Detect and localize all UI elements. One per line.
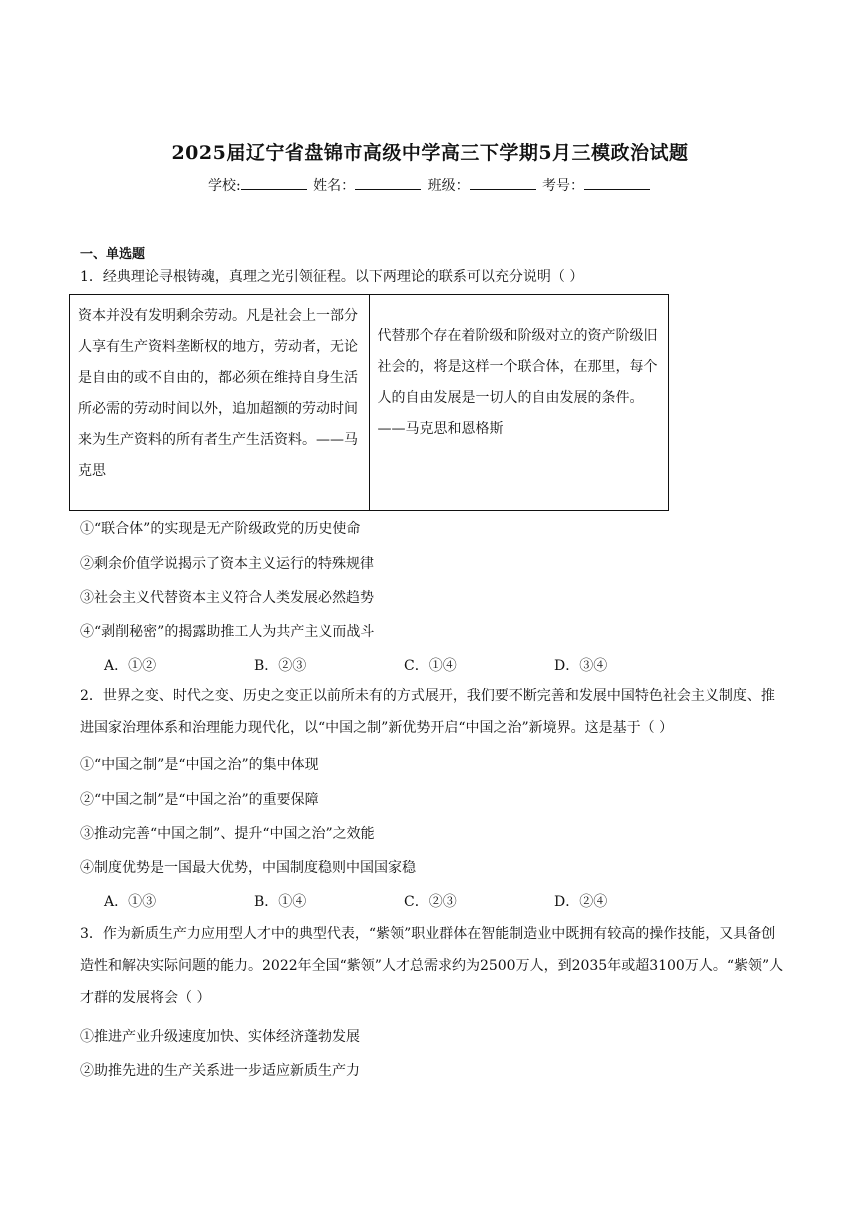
q1-quote-right-source: ——马克思和恩格斯 <box>377 421 504 437</box>
name-blank[interactable] <box>355 177 421 190</box>
q3-option: ①推进产业升级速度加快、实体经济蓬勃发展 <box>80 1029 360 1045</box>
q2-option: ④制度优势是一国最大优势，中国制度稳则中国国家稳 <box>80 860 416 876</box>
q1-choice-b[interactable]: B．②③ <box>254 658 307 674</box>
q3-option: ②助推先进的生产关系进一步适应新质生产力 <box>80 1063 360 1079</box>
class-blank[interactable] <box>470 177 536 190</box>
exam-number-label: 考号： <box>542 178 585 194</box>
q1-quote-right-cell <box>369 295 669 511</box>
q1-choice-c[interactable]: C．①④ <box>404 658 457 674</box>
q2-option: ①“中国之制”是“中国之治”的集中体现 <box>80 757 319 773</box>
q2-stem: 2．世界之变、时代之变、历史之变正以前所未有的方式展开，我们要不断完善和发展中国特色社会主义制度、推进国家治理体系和治理能力现代化，以“中国之制”新优势开启“中国之治”新境界。这是基于（ ） <box>80 688 775 736</box>
q1-choice-d[interactable]: D．③④ <box>554 658 608 674</box>
exam-number-blank[interactable] <box>584 177 650 190</box>
q1-stem: 1．经典理论寻根铸魂，真理之光引领征程。以下两理论的联系可以充分说明（ ） <box>80 269 584 285</box>
q2-choice-a[interactable]: A．①③ <box>104 894 157 910</box>
q2-option: ③推动完善“中国之制”、提升“中国之治”之效能 <box>80 826 375 842</box>
school-label: 学校: <box>207 178 241 194</box>
q1-option: ①“联合体”的实现是无产阶级政党的历史使命 <box>80 521 361 537</box>
q1-choices <box>104 655 704 675</box>
student-info-line <box>0 175 860 195</box>
q1-option: ④“剥削秘密”的揭露助推工人为共产主义而战斗 <box>80 624 375 640</box>
q2-choice-b[interactable]: B．①④ <box>254 894 307 910</box>
q1-option: ②剩余价值学说揭示了资本主义运行的特殊规律 <box>80 556 374 572</box>
school-blank[interactable] <box>241 177 307 190</box>
q1-option: ③社会主义代替资本主义符合人类发展必然趋势 <box>80 590 374 606</box>
q3-stem: 3．作为新质生产力应用型人才中的典型代表，“紫领”职业群体在智能制造业中既拥有较高的操作技能，又具备创造性和解决实际问题的能力。2022年全国“紫领”人才总需求约为2500万人，到2035年或超3100万人。“紫领”人才群的发展将会（ ） <box>80 926 784 1006</box>
q1-quote-left: 资本并没有发明剩余劳动。凡是社会上一部分人享有生产资料垄断权的地方，劳动者，无论是自由的或不自由的，都必须在维持自身生活所必需的劳动时间以外，追加超额的劳动时间来为生产资料的所有者生产生活资料。——马克思 <box>70 295 370 511</box>
q2-option: ②“中国之制”是“中国之治”的重要保障 <box>80 792 319 808</box>
page-title: 2025届辽宁省盘锦市高级中学高三下学期5月三模政治试题 <box>171 142 689 164</box>
section-heading: 一、单选题 <box>80 247 146 262</box>
q2-choices <box>104 891 704 911</box>
q1-quote-table <box>69 294 669 511</box>
q1-quote-right: 代替那个存在着阶级和阶级对立的资产阶级旧社会的，将是这样一个联合体，在那里，每个人的自由发展是一切人的自由发展的条件。 <box>377 328 658 406</box>
name-label: 姓名： <box>313 178 356 194</box>
q1-choice-a[interactable]: A．①② <box>104 658 157 674</box>
q2-choice-d[interactable]: D．②④ <box>554 894 608 910</box>
class-label: 班级： <box>427 178 470 194</box>
q2-choice-c[interactable]: C．②③ <box>404 894 457 910</box>
